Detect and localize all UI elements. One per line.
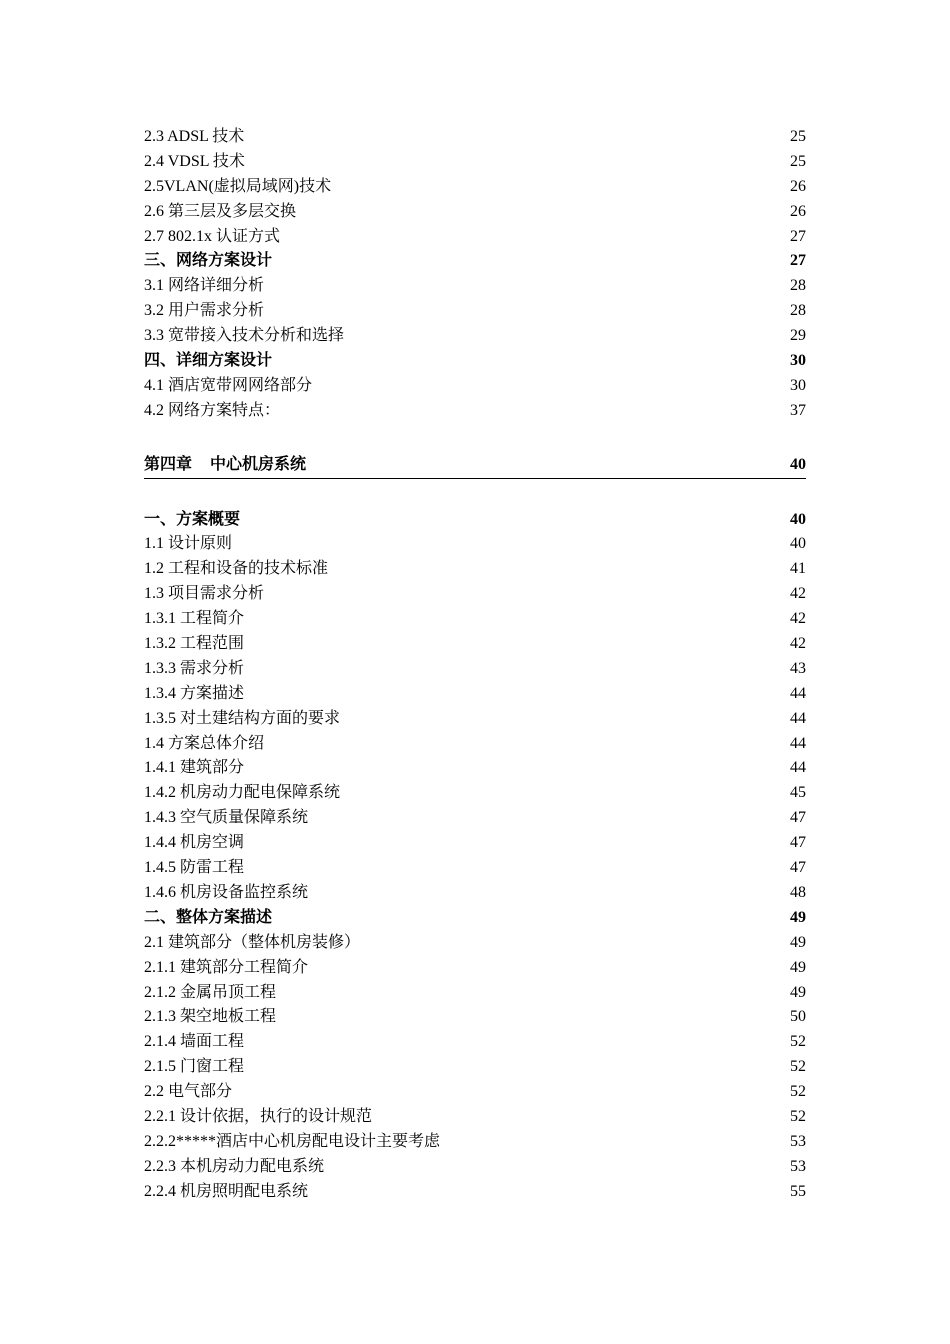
toc-entry-title: 2.2.1 设计依据，执行的设计规范 bbox=[144, 1107, 373, 1125]
toc-entry[interactable] bbox=[144, 324, 806, 349]
table-of-contents bbox=[144, 125, 806, 1205]
toc-entry[interactable] bbox=[144, 125, 806, 150]
toc-entry[interactable] bbox=[144, 632, 806, 657]
toc-entry-page-number: 49 bbox=[790, 908, 806, 926]
toc-entry[interactable] bbox=[144, 557, 806, 582]
toc-entry[interactable] bbox=[144, 200, 806, 225]
toc-entry-title: 3.3 宽带接入技术分析和选择 bbox=[144, 327, 345, 345]
toc-entry-page-number: 45 bbox=[790, 784, 806, 802]
toc-group-network bbox=[144, 125, 806, 424]
toc-entry[interactable] bbox=[144, 682, 806, 707]
toc-entry[interactable] bbox=[144, 607, 806, 632]
toc-entry[interactable] bbox=[144, 1080, 806, 1105]
toc-entry-page-number: 30 bbox=[790, 376, 806, 394]
toc-entry[interactable] bbox=[144, 856, 806, 881]
toc-entry-title: 2.2.3 本机房动力配电系统 bbox=[144, 1157, 325, 1175]
toc-entry-page-number: 43 bbox=[790, 659, 806, 677]
toc-entry-title: 4.1 酒店宽带网网络部分 bbox=[144, 376, 313, 394]
toc-entry-title: 2.1.4 墙面工程 bbox=[144, 1033, 245, 1051]
toc-entry-page-number: 42 bbox=[790, 635, 806, 653]
toc-entry-page-number: 48 bbox=[790, 883, 806, 901]
toc-entry-page-number: 49 bbox=[790, 983, 806, 1001]
toc-entry-title: 2.2 电气部分 bbox=[144, 1083, 233, 1101]
toc-entry[interactable] bbox=[144, 150, 806, 175]
toc-entry[interactable] bbox=[144, 881, 806, 906]
toc-entry-page-number: 30 bbox=[790, 352, 806, 370]
toc-entry[interactable] bbox=[144, 399, 806, 424]
toc-entry[interactable] bbox=[144, 657, 806, 682]
toc-entry-page-number: 44 bbox=[790, 709, 806, 727]
toc-entry-title: 一、方案概要 bbox=[144, 510, 241, 528]
toc-entry[interactable] bbox=[144, 299, 806, 324]
toc-entry-page-number: 25 bbox=[790, 128, 806, 145]
toc-entry-title: 1.1 设计原则 bbox=[144, 535, 233, 553]
toc-entry[interactable] bbox=[144, 806, 806, 831]
toc-entry-page-number: 25 bbox=[790, 152, 806, 170]
toc-entry-page-number: 28 bbox=[790, 302, 806, 320]
toc-entry-title: 1.3.1 工程简介 bbox=[144, 610, 245, 628]
toc-entry-title: 2.1.2 金属吊顶工程 bbox=[144, 983, 277, 1001]
toc-entry-page-number: 53 bbox=[790, 1157, 806, 1175]
toc-entry-title: 1.4.5 防雷工程 bbox=[144, 859, 245, 877]
toc-entry-page-number: 47 bbox=[790, 859, 806, 877]
chapter-heading[interactable] bbox=[144, 453, 806, 479]
toc-section-heading[interactable] bbox=[144, 249, 806, 274]
toc-entry-page-number: 27 bbox=[790, 252, 806, 270]
toc-entry-title: 2.2.2*****酒店中心机房配电设计主要考虑 bbox=[144, 1132, 441, 1150]
toc-entry[interactable] bbox=[144, 1130, 806, 1155]
toc-entry-title: 3.1 网络详细分析 bbox=[144, 277, 265, 295]
toc-entry[interactable] bbox=[144, 1155, 806, 1180]
toc-entry[interactable] bbox=[144, 582, 806, 607]
toc-entry-page-number: 27 bbox=[790, 227, 806, 245]
toc-entry[interactable] bbox=[144, 175, 806, 200]
chapter-label: 第四章 bbox=[144, 455, 193, 473]
toc-entry-page-number: 40 bbox=[790, 535, 806, 553]
toc-entry-title: 三、网络方案设计 bbox=[144, 252, 273, 270]
toc-entry-page-number: 49 bbox=[790, 958, 806, 976]
toc-entry[interactable] bbox=[144, 374, 806, 399]
toc-entry[interactable] bbox=[144, 781, 806, 806]
toc-section-heading[interactable] bbox=[144, 349, 806, 374]
toc-entry-title: 1.4.4 机房空调 bbox=[144, 834, 245, 852]
toc-entry-page-number: 26 bbox=[790, 202, 806, 220]
toc-entry[interactable] bbox=[144, 931, 806, 956]
toc-entry[interactable] bbox=[144, 1105, 806, 1130]
toc-entry-page-number: 47 bbox=[790, 834, 806, 852]
spacer bbox=[144, 424, 806, 453]
toc-entry-page-number: 52 bbox=[790, 1033, 806, 1051]
toc-entry-page-number: 52 bbox=[790, 1058, 806, 1076]
chapter-title: 中心机房系统 bbox=[210, 455, 307, 473]
toc-entry-page-number: 44 bbox=[790, 734, 806, 752]
toc-entry[interactable] bbox=[144, 1030, 806, 1055]
toc-entry-title: 1.2 工程和设备的技术标准 bbox=[144, 560, 329, 578]
toc-entry[interactable] bbox=[144, 956, 806, 981]
toc-entry-title: 1.3.2 工程范围 bbox=[144, 635, 245, 653]
toc-entry-title: 4.2 网络方案特点： bbox=[144, 401, 281, 419]
toc-entry-page-number: 26 bbox=[790, 177, 806, 195]
toc-entry-title: 2.4 VDSL 技术 bbox=[144, 152, 245, 170]
toc-entry-title: 3.2 用户需求分析 bbox=[144, 302, 265, 320]
toc-entry-page-number: 42 bbox=[790, 610, 806, 628]
toc-entry-page-number: 40 bbox=[790, 510, 806, 528]
toc-entry-page-number: 28 bbox=[790, 277, 806, 295]
toc-group-machine-room bbox=[144, 508, 806, 1205]
toc-section-heading[interactable] bbox=[144, 508, 806, 533]
toc-entry[interactable] bbox=[144, 1055, 806, 1080]
toc-entry[interactable] bbox=[144, 756, 806, 781]
toc-entry[interactable] bbox=[144, 707, 806, 732]
toc-entry-title: 2.5VLAN(虚拟局域网)技术 bbox=[144, 177, 332, 195]
toc-entry-page-number: 42 bbox=[790, 585, 806, 603]
toc-entry-title: 1.4 方案总体介绍 bbox=[144, 734, 265, 752]
toc-entry-title: 1.3.4 方案描述 bbox=[144, 684, 245, 702]
toc-entry-title: 1.4.3 空气质量保障系统 bbox=[144, 809, 309, 827]
toc-entry[interactable] bbox=[144, 532, 806, 557]
toc-entry-page-number: 44 bbox=[790, 684, 806, 702]
chapter-page-number: 40 bbox=[790, 455, 806, 473]
toc-entry-title: 2.1.5 门窗工程 bbox=[144, 1058, 245, 1076]
toc-entry-page-number: 41 bbox=[790, 560, 806, 578]
toc-entry-title: 2.2.4 机房照明配电系统 bbox=[144, 1182, 309, 1200]
toc-entry-page-number: 47 bbox=[790, 809, 806, 827]
spacer bbox=[144, 479, 806, 508]
toc-entry-page-number: 55 bbox=[790, 1182, 806, 1200]
toc-entry-title: 1.4.1 建筑部分 bbox=[144, 759, 245, 777]
chapter-title-wrap bbox=[144, 453, 306, 478]
toc-entry-title: 1.3.3 需求分析 bbox=[144, 659, 245, 677]
toc-entry-title: 1.4.2 机房动力配电保障系统 bbox=[144, 784, 341, 802]
toc-entry-title: 2.1.1 建筑部分工程简介 bbox=[144, 958, 309, 976]
toc-entry-title: 1.3 项目需求分析 bbox=[144, 585, 265, 603]
toc-entry-page-number: 44 bbox=[790, 759, 806, 777]
toc-entry-page-number: 49 bbox=[790, 933, 806, 951]
toc-entry-title: 2.6 第三层及多层交换 bbox=[144, 202, 297, 220]
toc-entry-page-number: 53 bbox=[790, 1132, 806, 1150]
toc-entry-title: 1.4.6 机房设备监控系统 bbox=[144, 883, 309, 901]
toc-entry[interactable] bbox=[144, 732, 806, 757]
toc-entry[interactable] bbox=[144, 274, 806, 299]
toc-section-heading[interactable] bbox=[144, 906, 806, 931]
toc-entry[interactable] bbox=[144, 1005, 806, 1030]
toc-entry-title: 1.3.5 对土建结构方面的要求 bbox=[144, 709, 341, 727]
toc-entry-title: 2.1 建筑部分（整体机房装修） bbox=[144, 933, 361, 951]
toc-entry-page-number: 29 bbox=[790, 327, 806, 345]
toc-entry-title: 2.7 802.1x 认证方式 bbox=[144, 227, 281, 245]
toc-entry-title: 二、整体方案描述 bbox=[144, 908, 273, 926]
toc-entry-page-number: 37 bbox=[790, 401, 806, 419]
toc-entry-title: 四、详细方案设计 bbox=[144, 352, 273, 370]
toc-entry-page-number: 52 bbox=[790, 1107, 806, 1125]
toc-entry[interactable] bbox=[144, 981, 806, 1006]
toc-entry[interactable] bbox=[144, 1180, 806, 1205]
toc-entry[interactable] bbox=[144, 225, 806, 250]
toc-entry[interactable] bbox=[144, 831, 806, 856]
toc-entry-page-number: 50 bbox=[790, 1008, 806, 1026]
toc-entry-page-number: 52 bbox=[790, 1083, 806, 1101]
toc-entry-title: 2.3 ADSL 技术 bbox=[144, 128, 245, 145]
toc-entry-title: 2.1.3 架空地板工程 bbox=[144, 1008, 277, 1026]
